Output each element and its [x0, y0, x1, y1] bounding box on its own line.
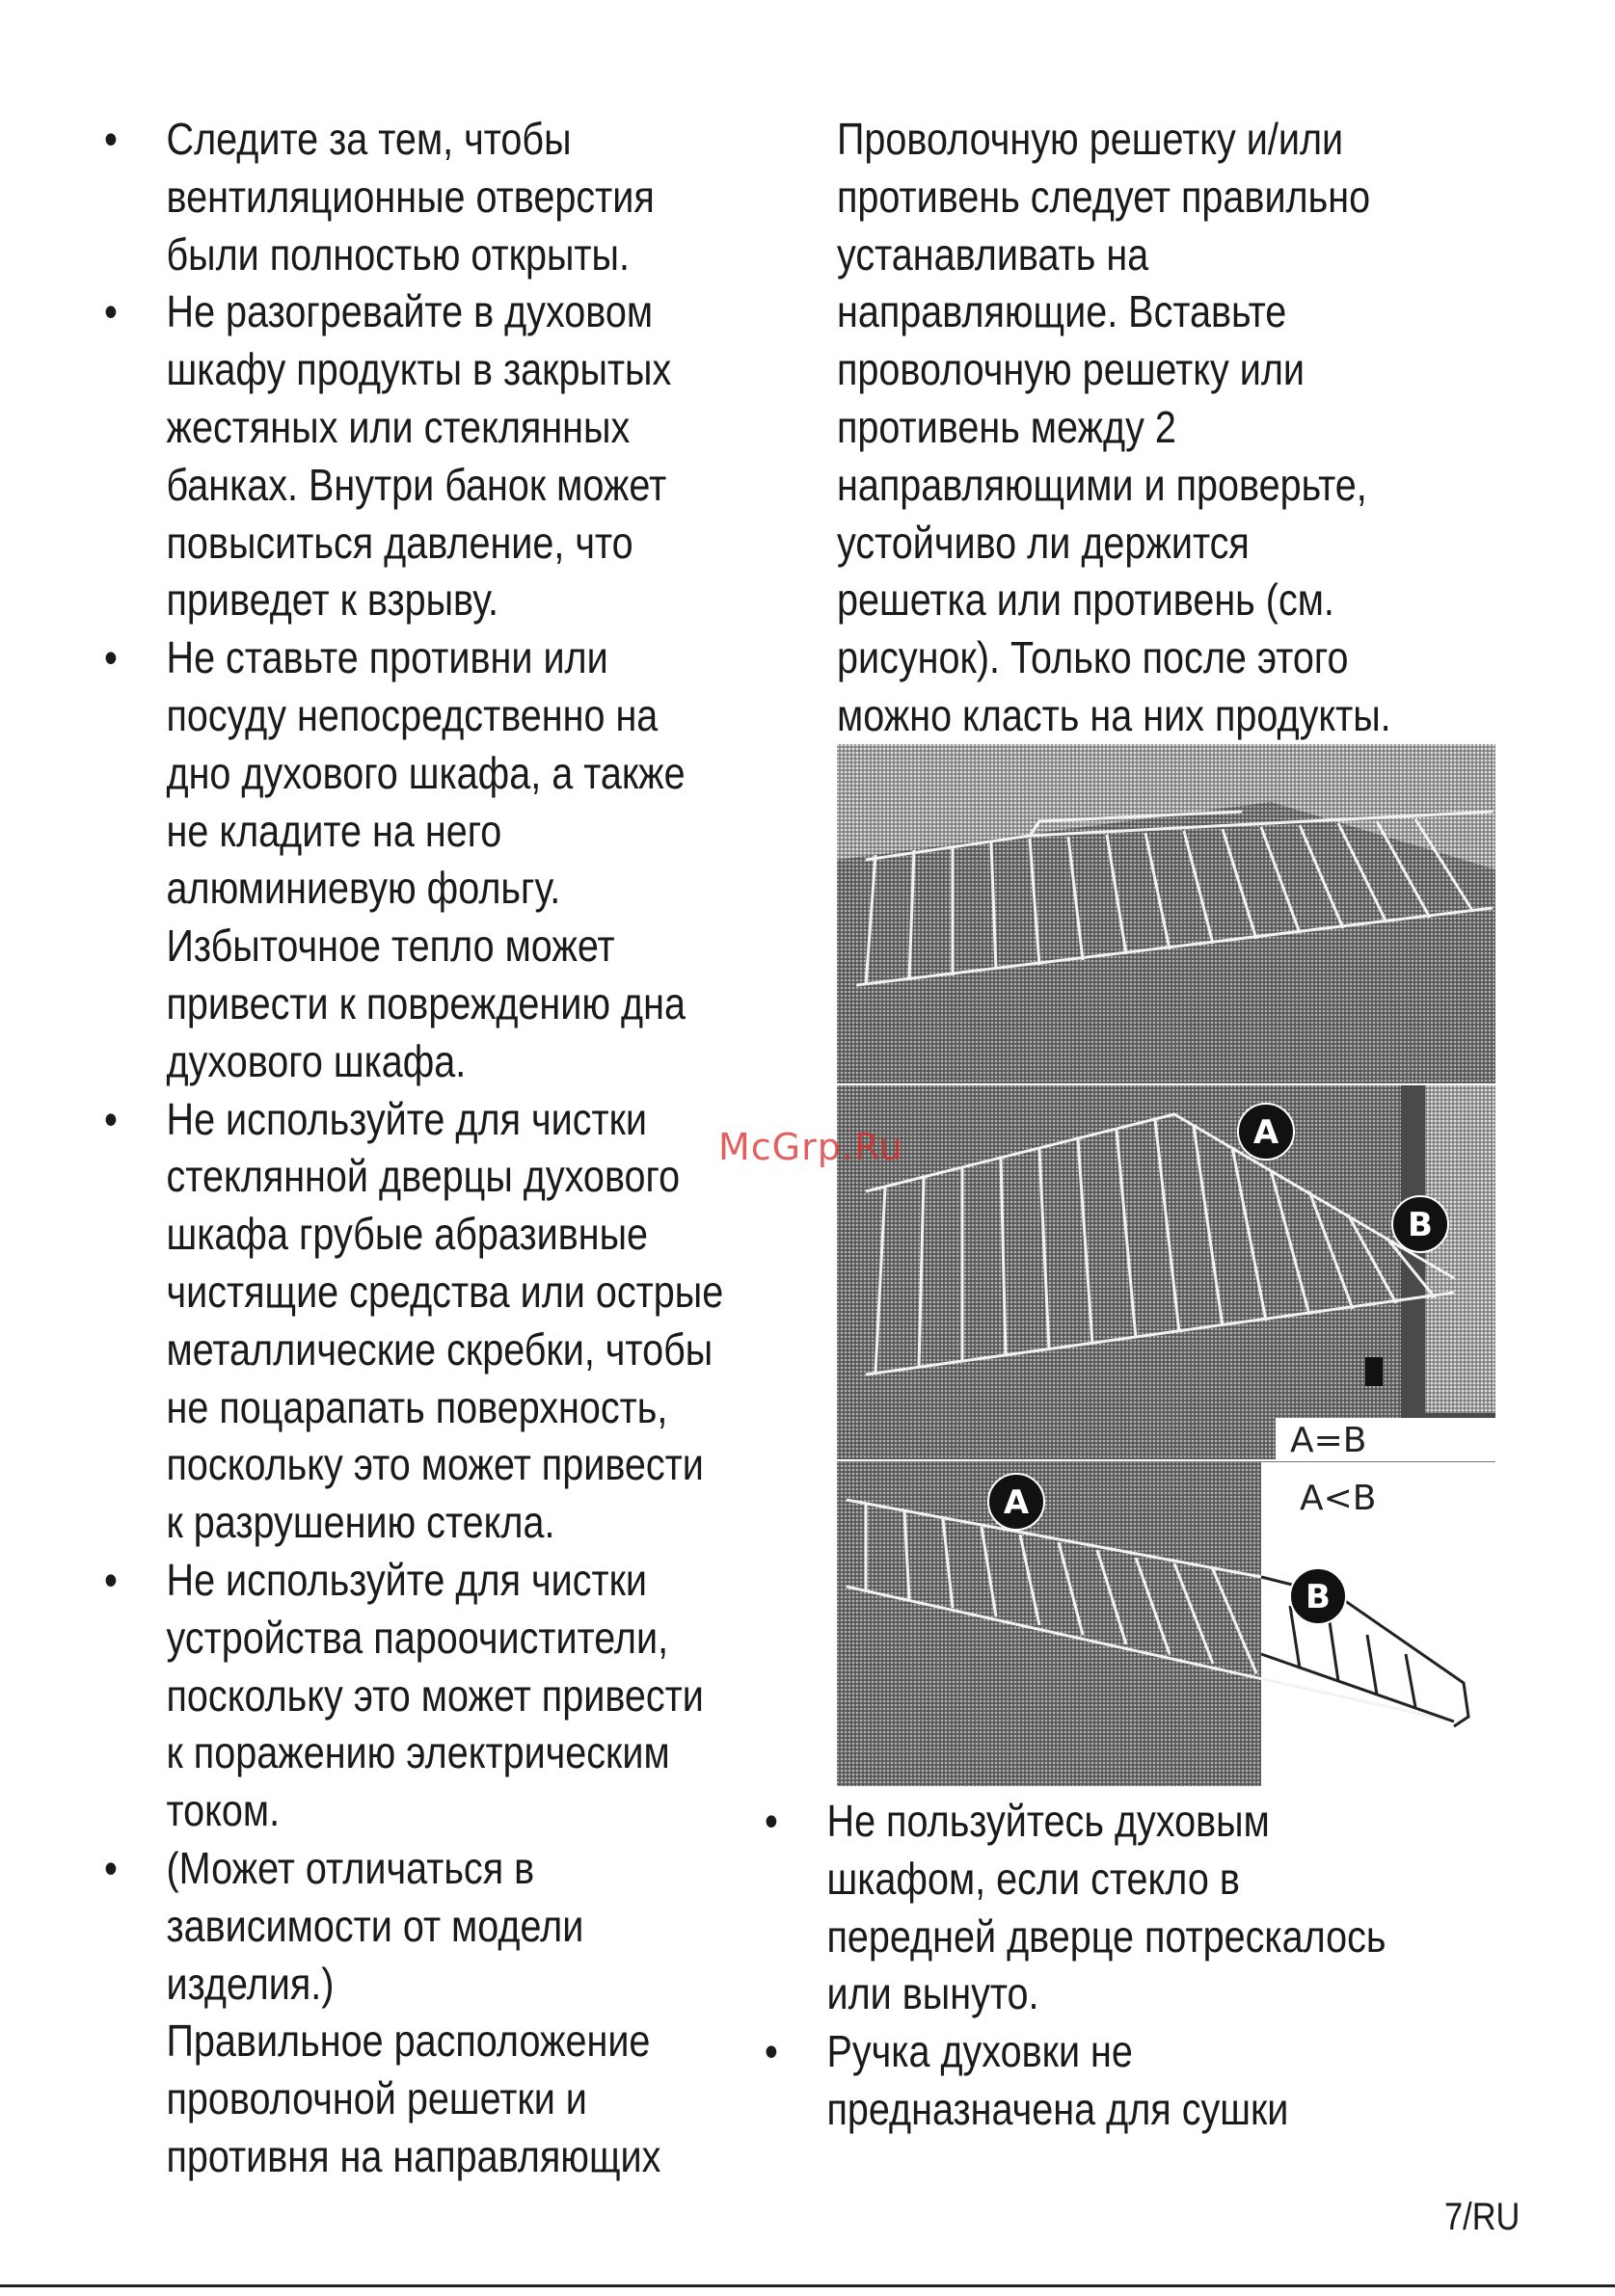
- text-line: или вынуто.: [826, 1968, 1039, 2019]
- watermark: McGrp.Ru: [718, 1126, 903, 1168]
- text-line: приведет к взрыву.: [166, 574, 499, 626]
- text-line: шкафом, если стекло в: [826, 1853, 1240, 1904]
- oven-rack-illustration: [837, 744, 1495, 1083]
- text-line: Ручка духовки не: [826, 2026, 1133, 2077]
- bullet-item: [104, 111, 701, 283]
- text-line: дно духового шкафа, а также: [166, 747, 686, 798]
- text-line: предназначена для сушки: [826, 2083, 1289, 2134]
- text-line: противень следует правильно: [837, 171, 1371, 222]
- text-line: стеклянной дверцы духового: [166, 1151, 681, 1202]
- text-line: Следите за тем, чтобы: [166, 114, 572, 164]
- text-line: к поражению электрическим: [166, 1727, 670, 1778]
- text-line: устройства пароочистители,: [166, 1612, 669, 1663]
- bullet-marker: •: [104, 114, 118, 164]
- text-line: Правильное расположение: [166, 2016, 651, 2067]
- text-line: направляющими и проверьте,: [837, 459, 1367, 510]
- left-column-text: [104, 111, 724, 2186]
- text-line: проволочную решетку или: [837, 344, 1305, 395]
- text-line: устанавливать на: [837, 228, 1149, 280]
- text-line: привести к повреждению дна: [166, 977, 686, 1028]
- label-a-less-than-b: A<B: [1300, 1479, 1377, 1518]
- text-line: посуду непосредственно на: [166, 689, 659, 740]
- right-column-bullets: [765, 1793, 1531, 2139]
- text-line: устойчиво ли держится: [837, 517, 1250, 568]
- bullet-item: [104, 1552, 704, 1840]
- left-column: [104, 111, 798, 2186]
- rack-unequal-guides-figure: [837, 1461, 1495, 1786]
- bullet-item: [765, 1793, 1424, 2023]
- text-line: направляющие. Вставьте: [837, 286, 1287, 337]
- text-line: Не используйте для чистки: [166, 1554, 648, 1605]
- bullet-marker: •: [104, 1842, 118, 1893]
- bullet-item: [765, 2023, 1424, 2139]
- text-line: были полностью открыты.: [166, 228, 630, 280]
- bullet-marker: •: [765, 1796, 778, 1846]
- text-line: шкафу продукты в закрытых: [166, 344, 672, 395]
- rack-equal-illustration: [837, 1085, 1495, 1459]
- text-line: можно класть на них продукты.: [837, 689, 1391, 740]
- marker-a-label: A: [1252, 1113, 1279, 1152]
- text-line: банках. Внутри банок может: [166, 459, 667, 510]
- text-line: Не используйте для чистки: [166, 1093, 648, 1144]
- bullet-marker: •: [104, 1093, 118, 1144]
- bullet-item: [104, 629, 701, 1090]
- footer-divider: [0, 2284, 1615, 2287]
- text-line: изделия.): [166, 1958, 335, 2009]
- text-line: Не пользуйтесь духовым: [826, 1796, 1270, 1846]
- text-line: духового шкафа.: [166, 1035, 467, 1086]
- bullet-marker: •: [104, 286, 118, 337]
- bullet-marker: •: [765, 2026, 778, 2077]
- text-line: решетка или противень (см.: [837, 574, 1334, 626]
- text-line: к разрушению стекла.: [166, 1497, 555, 1548]
- rack-unequal-illustration: [837, 1461, 1495, 1786]
- rack-equal-guides-figure: [837, 1085, 1495, 1459]
- bullet-marker: •: [104, 632, 118, 683]
- text-line: Не разогревайте в духовом: [166, 286, 654, 337]
- label-a-equals-b: A=B: [1290, 1421, 1367, 1459]
- text-line: вентиляционные отверстия: [166, 171, 655, 222]
- text-line: поскольку это может привести: [166, 1439, 704, 1490]
- text-line: Проволочную решетку и/или: [837, 114, 1344, 164]
- marker-b-label: B: [1305, 1578, 1331, 1616]
- oven-rack-photo: [837, 744, 1495, 1083]
- text-line: противень между 2: [837, 401, 1176, 452]
- bullet-item: [104, 1840, 701, 2013]
- text-line: зависимости от модели: [166, 1900, 584, 1951]
- text-line: шкафа грубые абразивные: [166, 1209, 649, 1260]
- page-number: 7/RU: [1444, 2196, 1521, 2238]
- text-line: Не ставьте противни или: [166, 632, 608, 683]
- bullet-marker: •: [104, 1554, 118, 1605]
- text-line: поскольку это может привести: [166, 1669, 704, 1721]
- marker-a-label: A: [1003, 1483, 1030, 1522]
- text-line: не поцарапать поверхность,: [166, 1381, 668, 1432]
- bullet-item: [104, 283, 701, 629]
- text-line: повыситься давление, что: [166, 517, 633, 568]
- text-line: (Может отличаться в: [166, 1842, 535, 1893]
- text-line: алюминиевую фольгу.: [166, 863, 561, 914]
- text-line: чистящие средства или острые: [166, 1266, 724, 1317]
- text-line: металлические скребки, чтобы: [166, 1323, 713, 1375]
- text-line: передней дверце потрескалось: [826, 1910, 1386, 1962]
- text-line: рисунок). Только после этого: [837, 632, 1349, 683]
- text-line: жестяных или стеклянных: [166, 401, 631, 452]
- text-line: Избыточное тепло может: [166, 921, 615, 972]
- paragraph-text: [837, 111, 1434, 745]
- right-column-paragraph: [837, 111, 1531, 745]
- bullet-item: [104, 1091, 724, 1552]
- text-line: током.: [166, 1785, 281, 1836]
- text-line: не кладите на него: [166, 805, 502, 856]
- text-line: проволочной решетки и: [166, 2073, 587, 2124]
- rack-position-heading: [104, 2013, 701, 2185]
- text-line: противня на направляющих: [166, 2130, 661, 2181]
- right-bullets-text: [765, 1793, 1424, 2139]
- marker-b-label: B: [1408, 1206, 1433, 1244]
